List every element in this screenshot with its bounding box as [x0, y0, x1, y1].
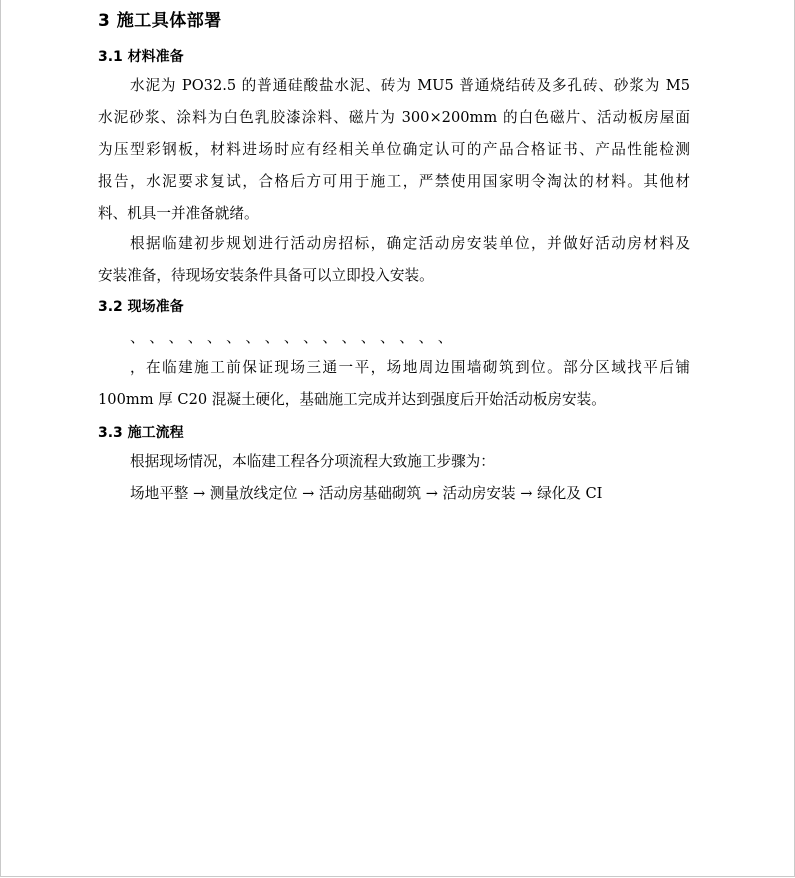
s31-p1-line-5: 料、机具一并准备就绪。 — [98, 205, 259, 222]
s31-p1-line-4: 报告，水泥要求复试，合格后方可用于施工，严禁使用国家明令淘汰的材料。其他材 — [98, 173, 690, 190]
s33-intro: 根据现场情况，本临建工程各分项流程大致施工步骤为： — [130, 453, 495, 470]
s33-flow: 场地平整 → 测量放线定位 → 活动房基础砌筑 → 活动房安装 → 绿化及 CI — [130, 485, 603, 502]
s32-p1-line-1: ，在临建施工前保证现场三通一平，场地周边围墙砌筑到位。部分区域找平后铺 — [130, 359, 690, 376]
heading-3-3: 3.3 施工流程 — [98, 425, 184, 441]
section-title: 3 施工具体部署 — [98, 11, 222, 31]
heading-3-1: 3.1 材料准备 — [98, 49, 184, 65]
s32-p1-line-2: 100mm 厚 C20 混凝土硬化，基础施工完成并达到强度后开始活动板房安装。 — [98, 391, 606, 408]
s31-p1-line-3: 为压型彩钢板，材料进场时应有经相关单位确定认可的产品合格证书、产品性能检测 — [98, 141, 690, 158]
s31-p2-line-1: 根据临建初步规划进行活动房招标，确定活动房安装单位，并做好活动房材料及 — [130, 235, 690, 252]
s31-p2-line-2: 安装准备，待现场安装条件具备可以立即投入安装。 — [98, 267, 434, 284]
s31-p1-line-2: 水泥砂浆、涂料为白色乳胶漆涂料、磁片为 300×200mm 的白色磁片、活动板房屋面 — [98, 109, 690, 126]
s31-p1-line-1: 水泥为 PO32.5 的普通硅酸盐水泥、砖为 MU5 普通烧结砖及多孔砖、砂浆为 M5 — [130, 77, 690, 94]
heading-3-2: 3.2 现场准备 — [98, 299, 184, 315]
s32-marks-line: 、 、 、 、 、 、 、 、 、 、 、 、 、 、 、 、 、 — [130, 329, 453, 346]
